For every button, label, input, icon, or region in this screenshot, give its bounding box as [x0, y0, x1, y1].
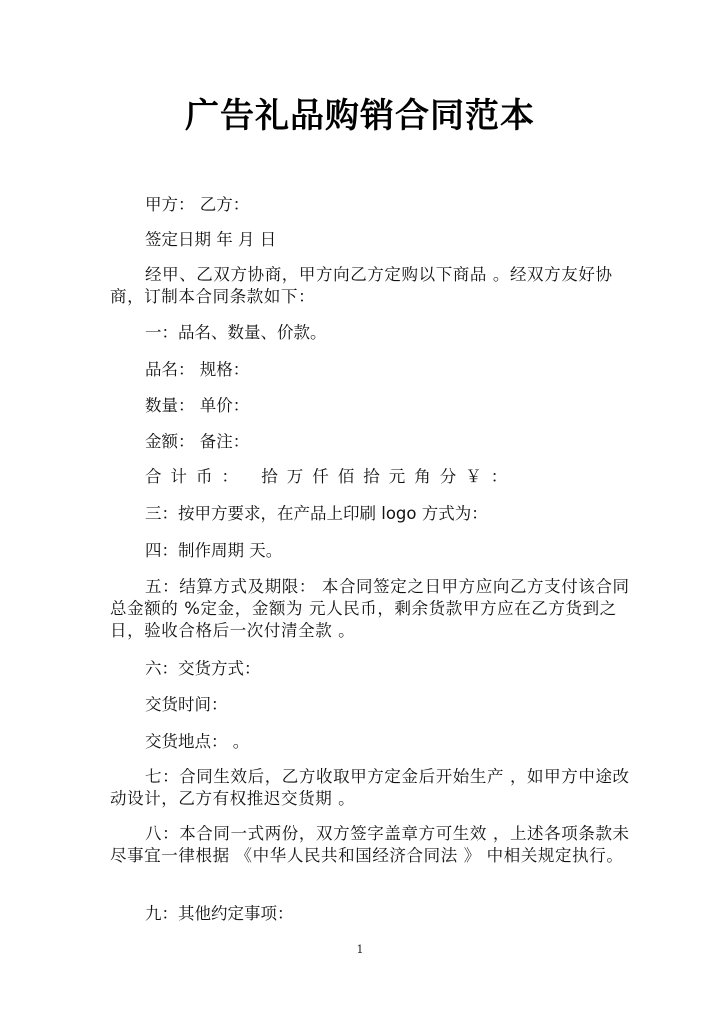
item6-heading: 六：交货方式： — [145, 659, 261, 678]
item4-line: 四：制作周期 天。 — [145, 541, 283, 560]
name-spec-line: 品名： 规格： — [145, 360, 250, 379]
total-line: 合计币： 拾万仟佰拾元角分￥： — [145, 467, 517, 486]
document-title: 广告礼品购销合同范本 — [185, 96, 535, 136]
sign-date-line: 签定日期 年 月 日 — [145, 230, 277, 249]
item7-paragraph: 七：合同生效后，乙方收取甲方定金后开始生产 ，如甲方中途改动设计，乙方有权推迟交货期 。 — [110, 767, 630, 808]
item1-heading: 一：品名、数量、价款。 — [145, 323, 327, 342]
intro-paragraph: 经甲、乙双方协商，甲方向乙方定购以下商品 。经双方友好协商，订制本合同条款如下： — [110, 265, 613, 306]
quantity-price-line: 数量： 单价： — [145, 396, 250, 415]
item8-paragraph: 八：本合同一式两份，双方签字盖章方可生效 ，上述各项条款未尽事宜一律根据 《中华人民共和国经济合同法 》 中相关规定执行。 — [110, 824, 630, 865]
amount-remark-line: 金额： 备注： — [145, 432, 250, 451]
delivery-place-line: 交货地点： 。 — [145, 732, 250, 751]
parties-line: 甲方： 乙方： — [145, 195, 250, 214]
item3-line: 三：按甲方要求，在产品上印刷 logo 方式为： — [145, 504, 488, 523]
delivery-time-line: 交货时间： — [145, 695, 228, 714]
item5-paragraph: 五：结算方式及期限： 本合同签定之日甲方应向乙方支付该合同总金额的 %定金，金额为 元人民币，剩余货款甲方应在乙方货到之日，验收合格后一次付清全款 。 — [110, 577, 630, 640]
page-number: 1 — [356, 943, 364, 956]
item9-line: 九：其他约定事项： — [145, 904, 294, 923]
